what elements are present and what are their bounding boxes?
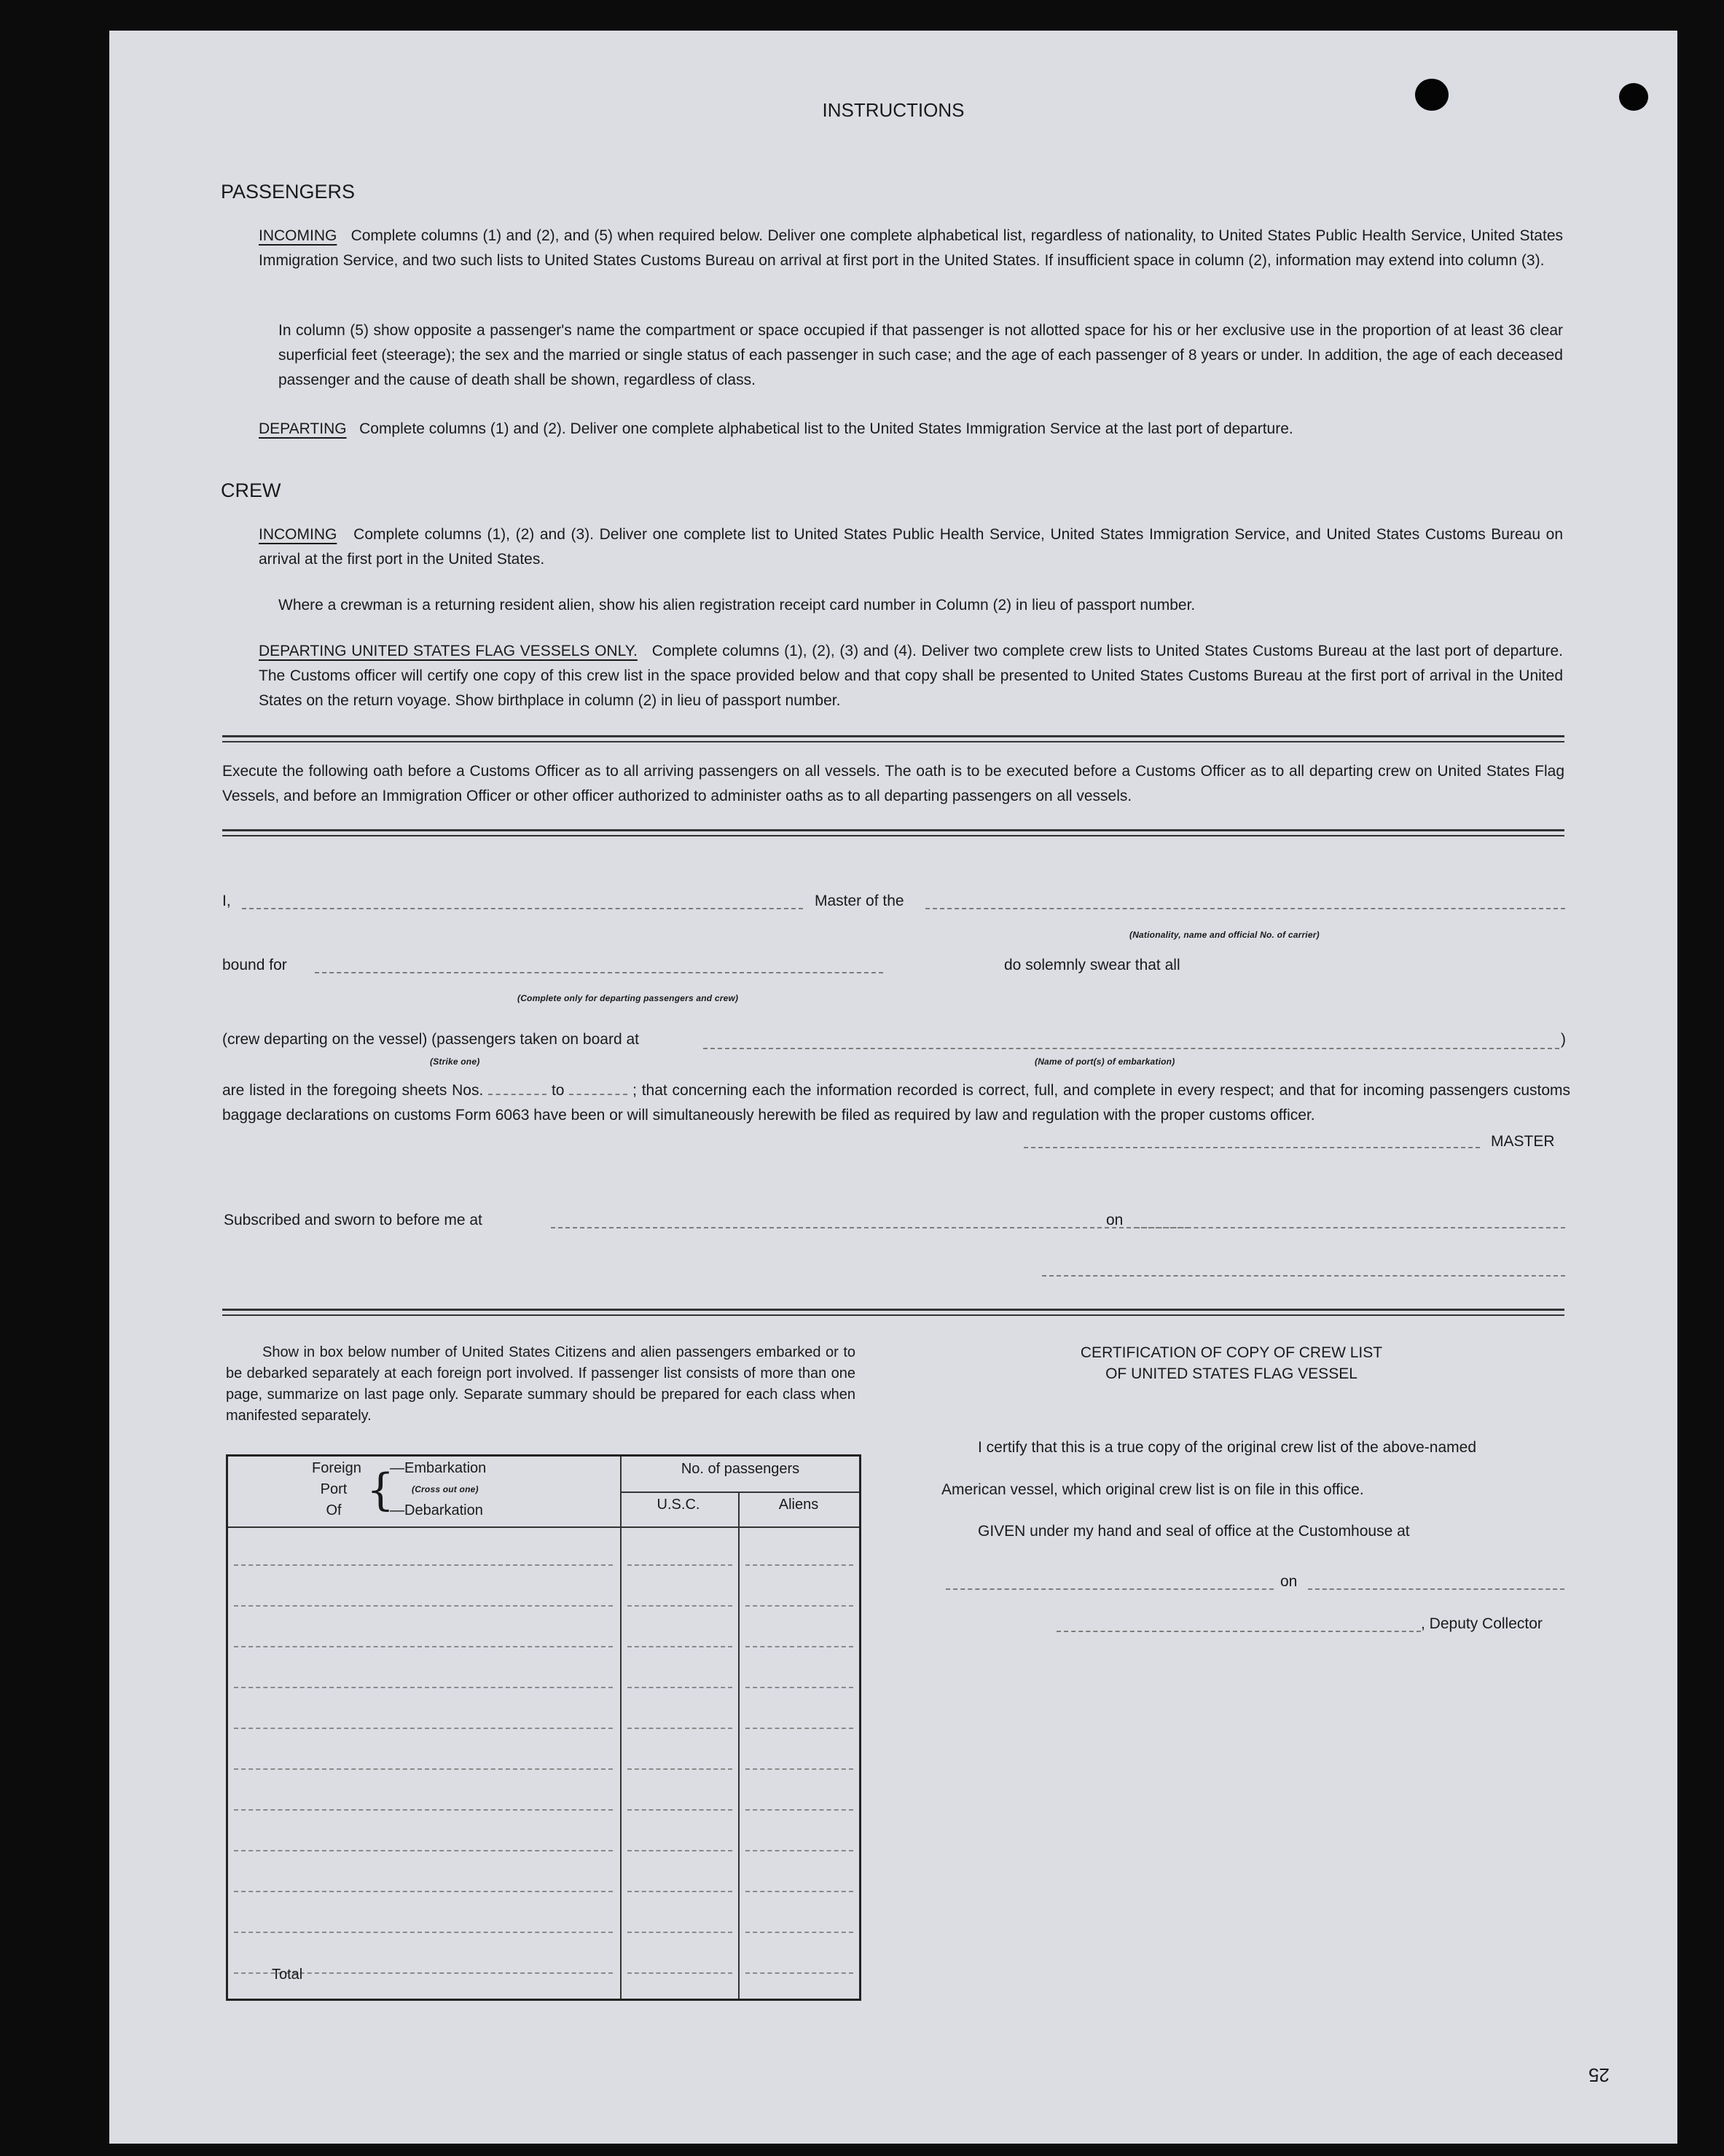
solemnly-swear-label: do solemnly swear that all <box>1004 957 1180 973</box>
embarkation-debarkation <box>390 1458 486 1521</box>
divider-rule <box>222 835 1564 836</box>
bound-for-note: (Complete only for departing passengers and crew) <box>517 993 739 1003</box>
sheet-to-field[interactable] <box>569 1083 627 1095</box>
table-row-entry-line[interactable] <box>234 1932 613 1933</box>
brace-icon: { <box>367 1465 395 1516</box>
sworn-date-field[interactable] <box>1135 1227 1565 1228</box>
table-row-entry-line[interactable] <box>627 1972 732 1974</box>
customhouse-field[interactable] <box>946 1588 1274 1590</box>
crew-heading: CREW <box>221 479 281 501</box>
usc-header: U.S.C. <box>657 1497 700 1513</box>
american-vessel-text: American vessel, which original crew list is on file in this office. <box>941 1481 1364 1498</box>
carrier-field[interactable] <box>925 908 1565 909</box>
crew-incoming-label: INCOMING <box>259 526 337 543</box>
certification-heading <box>1013 1342 1450 1384</box>
nationality-note: (Nationality, name and official No. of carrier) <box>1129 930 1320 940</box>
crew-departing-paragraph <box>259 639 1563 713</box>
strike-one-note: (Strike one) <box>430 1057 480 1067</box>
certify-text: I certify that this is a true copy of the original crew list of the above-named <box>978 1439 1476 1456</box>
listed-text-b: ; that concerning each the information recorded is correct, full, and complete in every respect; and that for incoming passengers customs baggage declarations on customs Form 6063 have been or will simultaneously herewith be filed as required by law and regulation with the proper customs officer. <box>222 1082 1571 1124</box>
listed-text-a: are listed in the foregoing sheets Nos. <box>222 1082 484 1099</box>
deputy-signature-field[interactable] <box>1057 1631 1421 1632</box>
of-label: Of <box>326 1502 342 1518</box>
table-row-entry-line[interactable] <box>234 1850 613 1851</box>
table-row-entry-line[interactable] <box>745 1972 853 1974</box>
subscribed-label: Subscribed and sworn to before me at <box>224 1212 482 1228</box>
certification-date-field[interactable] <box>1308 1588 1564 1590</box>
given-text: GIVEN under my hand and seal of office at the Customhouse at <box>978 1523 1410 1540</box>
ports-note: (Name of port(s) of embarkation) <box>1035 1057 1175 1067</box>
table-column-divider <box>620 1457 622 1999</box>
divider-rule <box>222 1309 1564 1311</box>
embarkation-port-field[interactable] <box>703 1048 1559 1049</box>
no-passengers-header: No. of passengers <box>681 1461 800 1477</box>
cross-out-note: (Cross out one) <box>412 1484 479 1494</box>
table-row-entry-line[interactable] <box>745 1728 853 1729</box>
table-row-entry-line[interactable] <box>745 1564 853 1566</box>
master-label: MASTER <box>1491 1133 1555 1150</box>
page-title: INSTRUCTIONS <box>822 99 965 121</box>
passengers-incoming-paragraph <box>259 224 1563 273</box>
bound-for-label: bound for <box>222 957 287 973</box>
table-column-divider <box>738 1491 740 1999</box>
table-row-entry-line[interactable] <box>234 1687 613 1688</box>
master-of-label: Master of the <box>815 893 904 909</box>
table-row-entry-line[interactable] <box>234 1891 613 1892</box>
foreign-port-header <box>312 1458 361 1521</box>
aliens-header: Aliens <box>778 1497 819 1513</box>
table-row-entry-line[interactable] <box>745 1850 853 1851</box>
sworn-place-field[interactable] <box>551 1227 1189 1228</box>
crew-passengers-line: (crew departing on the vessel) (passengers taken on board at <box>222 1031 639 1048</box>
passengers-incoming-label: INCOMING <box>259 227 337 244</box>
table-row-entry-line[interactable] <box>627 1605 732 1607</box>
oath-i-label: I, <box>222 893 231 909</box>
table-row-entry-line[interactable] <box>745 1646 853 1647</box>
deputy-collector-label: , Deputy Collector <box>1421 1615 1543 1632</box>
table-row-entry-line[interactable] <box>745 1809 853 1811</box>
table-row-entry-line[interactable] <box>627 1850 732 1851</box>
divider-rule <box>222 735 1564 737</box>
summary-instructions: Show in box below number of United States Citizens and alien passengers embarked or to be debarked separately at each foreign port involved. If passenger list consists of more than one page, summarize on last page only. Separate summary should be prepared for each class when manifested separately. <box>226 1344 855 1424</box>
crew-incoming-paragraph <box>259 522 1563 572</box>
header-bottom-rule <box>228 1526 859 1528</box>
passenger-summary-table <box>226 1454 861 2001</box>
foreign-label: Foreign <box>312 1460 361 1476</box>
listed-paragraph <box>222 1078 1570 1128</box>
sheet-from-field[interactable] <box>488 1083 546 1095</box>
table-row-entry-line[interactable] <box>745 1768 853 1770</box>
table-row-entry-line[interactable] <box>745 1891 853 1892</box>
document-page <box>109 31 1677 2144</box>
header-divider <box>620 1491 859 1493</box>
table-row-entry-line[interactable] <box>234 1605 613 1607</box>
sworn-on-label: on <box>1106 1212 1124 1228</box>
crew-departing-label: DEPARTING UNITED STATES FLAG VESSELS ONLY. <box>259 643 638 659</box>
table-row-entry-line[interactable] <box>234 1809 613 1811</box>
table-row-entry-line[interactable] <box>745 1605 853 1607</box>
officer-signature-field[interactable] <box>1042 1275 1565 1277</box>
table-row-entry-line[interactable] <box>745 1932 853 1933</box>
oath-instructions-paragraph: Execute the following oath before a Customs Officer as to all arriving passengers on all vessels. The oath is to be executed before a Customs Officer as to all departing crew on United States Flag Vessels, and before an Immigration Officer or other officer authorized to administer oaths as to all departing passengers on all vessels. <box>222 763 1564 804</box>
table-row-entry-line[interactable] <box>745 1687 853 1688</box>
certification-heading-line1: CERTIFICATION OF COPY OF CREW LIST <box>1080 1344 1383 1361</box>
port-label: Port <box>320 1481 348 1497</box>
passengers-incoming-text: Complete columns (1) and (2), and (5) when required below. Deliver one complete alphabetical list, regardless of nationality, to United States Public Health Service, United States Immigration Service, and two such lists to United States Customs Bureau on arrival at first port in the United States. If insufficient space in column (2), information may extend into column (3). <box>259 227 1563 269</box>
close-paren: ) <box>1561 1031 1566 1048</box>
certification-heading-line2: OF UNITED STATES FLAG VESSEL <box>1105 1365 1357 1382</box>
master-signature-field[interactable] <box>1024 1147 1480 1148</box>
table-row-entry-line[interactable] <box>627 1646 732 1647</box>
total-label: Total <box>272 1967 303 1983</box>
table-row-entry-line[interactable] <box>234 1768 613 1770</box>
passengers-departing-text: Complete columns (1) and (2). Deliver one complete alphabetical list to the United States Immigration Service at the last port of departure. <box>359 420 1293 437</box>
passengers-column5-paragraph: In column (5) show opposite a passenger's name the compartment or space occupied if that passenger is not allotted space for his or her exclusive use in the proportion of at least 36 clear superficial feet (steerage); the sex and the married or single status of each passenger in such case; and the age of each passenger of 8 years or under. In addition, the age of each deceased passenger and the cause of death shall be shown, regardless of class. <box>278 322 1563 388</box>
embarkation-label: —Embarkation <box>390 1460 487 1476</box>
page-number: 25 <box>1588 2064 1610 2086</box>
table-row-entry-line[interactable] <box>627 1768 732 1770</box>
table-row-entry-line[interactable] <box>627 1564 732 1566</box>
certification-on-label: on <box>1280 1573 1298 1590</box>
table-row-entry-line[interactable] <box>234 1728 613 1729</box>
bound-for-field[interactable] <box>315 972 883 973</box>
table-row-entry-line[interactable] <box>627 1728 732 1729</box>
table-row-entry-line[interactable] <box>627 1891 732 1892</box>
crew-resident-paragraph: Where a crewman is a returning resident alien, show his alien registration receipt card number in Column (2) in lieu of passport number. <box>278 597 1196 614</box>
master-name-field[interactable] <box>242 908 803 909</box>
listed-to-label: to <box>551 1082 565 1099</box>
passengers-heading: PASSENGERS <box>221 181 356 203</box>
passengers-departing-label: DEPARTING <box>259 420 347 437</box>
passengers-departing-paragraph <box>259 417 1563 442</box>
crew-departing-text: Complete columns (1), (2), (3) and (4). Deliver two complete crew lists to United States Customs Bureau at the last port of departure. The Customs officer will certify one copy of this crew list in the space provided below and that copy shall be presented to United States Customs Bureau at the first port of arrival in the United States on the return voyage. Show birthplace in column (2) in lieu of passport number. <box>259 643 1563 709</box>
table-row-entry-line[interactable] <box>627 1932 732 1933</box>
debarkation-label: —Debarkation <box>390 1502 483 1518</box>
crew-incoming-text: Complete columns (1), (2) and (3). Deliver one complete list to United States Public Health Service, United States Immigration Service, and United States Customs Bureau on arrival at the first port in the United States. <box>259 526 1563 568</box>
divider-rule <box>222 1314 1564 1316</box>
table-row-entry-line[interactable] <box>234 1564 613 1566</box>
table-row-entry-line[interactable] <box>627 1687 732 1688</box>
divider-rule <box>222 829 1564 831</box>
divider-rule <box>222 741 1564 742</box>
table-row-entry-line[interactable] <box>234 1646 613 1647</box>
table-row-entry-line[interactable] <box>627 1809 732 1811</box>
